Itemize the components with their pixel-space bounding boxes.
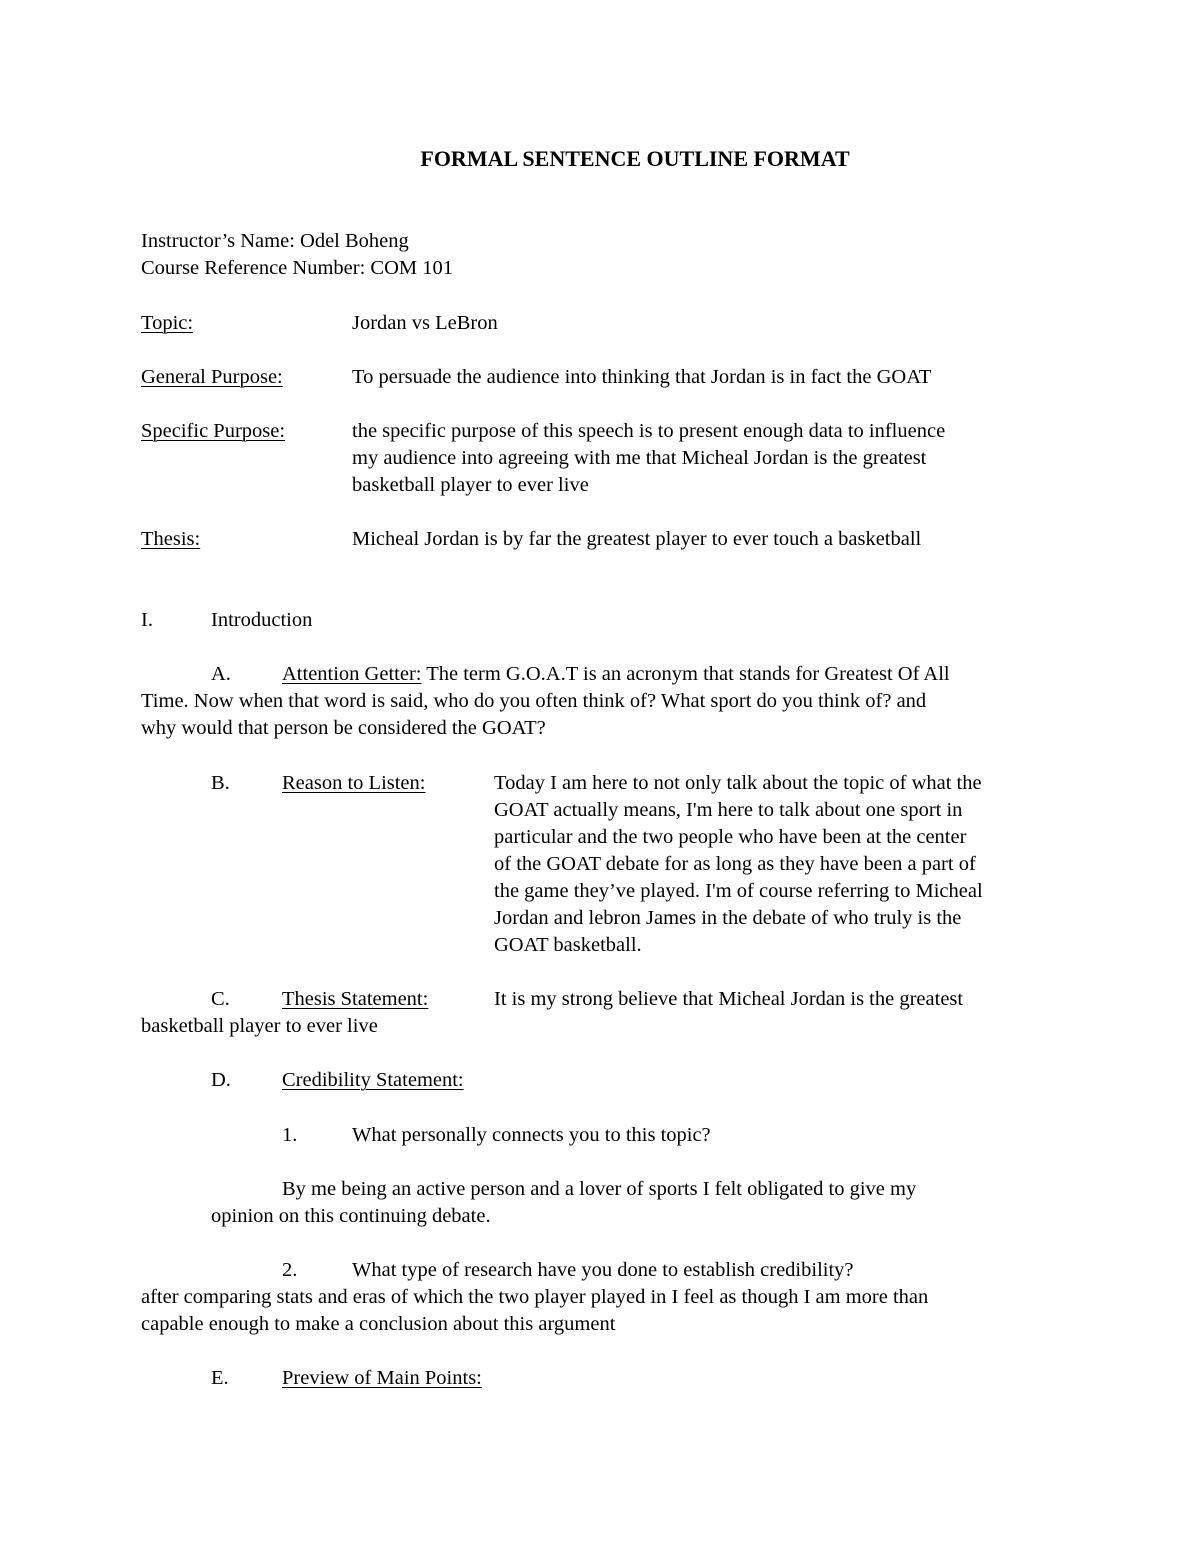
item-c-letter: C.: [211, 988, 230, 1010]
attention-getter-text: The term G.O.A.T is an acronym that stands for Greatest Of All: [421, 663, 950, 685]
specific-purpose-line: the specific purpose of this speech is to present enough data to influence: [352, 420, 946, 442]
general-purpose-value: To persuade the audience into thinking that Jordan is in fact the GOAT: [352, 366, 932, 388]
general-purpose-label: General Purpose:: [141, 366, 283, 388]
credibility-statement-label: Credibility Statement:: [282, 1069, 464, 1091]
thesis-value: Micheal Jordan is by far the greatest player to ever touch a basketball: [352, 528, 922, 550]
item-e-letter: E.: [211, 1367, 229, 1389]
course-reference: Course Reference Number: COM 101: [141, 257, 453, 279]
attention-getter-label: Attention Getter:: [282, 663, 422, 685]
preview-main-points-label: Preview of Main Points:: [282, 1367, 482, 1389]
section-title: Introduction: [211, 609, 313, 631]
specific-purpose-line: basketball player to ever live: [352, 474, 589, 496]
specific-purpose-label: Specific Purpose:: [141, 420, 286, 442]
reason-to-listen-line: Jordan and lebron James in the debate of who truly is the: [494, 907, 962, 929]
question-2-text: What type of research have you done to establish credibility?: [352, 1259, 854, 1281]
reason-to-listen-line: GOAT actually means, I'm here to talk about one sport in: [494, 799, 963, 821]
question-1-answer-line: By me being an active person and a lover of sports I felt obligated to give my: [282, 1178, 917, 1200]
question-1-answer-line: opinion on this continuing debate.: [211, 1205, 491, 1227]
question-2-answer-line: after comparing stats and eras of which the two player played in I feel as though I am more than: [141, 1286, 929, 1308]
attention-getter-line: Time. Now when that word is said, who do you often think of? What sport do you think of? and: [141, 690, 927, 712]
reason-to-listen-label: Reason to Listen:: [282, 772, 426, 794]
question-2-answer-line: capable enough to make a conclusion about this argument: [141, 1313, 616, 1335]
topic-label: Topic:: [141, 312, 194, 334]
reason-to-listen-line: particular and the two people who have been at the center: [494, 826, 967, 848]
reason-to-listen-line: the game they’ve played. I'm of course referring to Micheal: [494, 880, 983, 902]
item-b-letter: B.: [211, 772, 230, 794]
question-1-text: What personally connects you to this topic?: [352, 1124, 711, 1146]
item-a-first-line: [282, 661, 950, 688]
reason-to-listen-line: GOAT basketball.: [494, 934, 642, 956]
item-a-letter: A.: [211, 663, 231, 685]
page-title: FORMAL SENTENCE OUTLINE FORMAT: [420, 146, 850, 171]
attention-getter-line: why would that person be considered the GOAT?: [141, 717, 546, 739]
section-numeral: I.: [141, 609, 153, 631]
instructor-name: Instructor’s Name: Odel Boheng: [141, 230, 409, 252]
item-d-letter: D.: [211, 1069, 231, 1091]
reason-to-listen-line: Today I am here to not only talk about the topic of what the: [494, 772, 982, 794]
reason-to-listen-line: of the GOAT debate for as long as they have been a part of: [494, 853, 976, 875]
specific-purpose-line: my audience into agreeing with me that Micheal Jordan is the greatest: [352, 447, 927, 469]
thesis-label: Thesis:: [141, 528, 201, 550]
question-1-number: 1.: [282, 1124, 298, 1146]
thesis-statement-line: It is my strong believe that Micheal Jordan is the greatest: [494, 988, 964, 1010]
thesis-statement-line: basketball player to ever live: [141, 1015, 378, 1037]
question-2-number: 2.: [282, 1259, 298, 1281]
thesis-statement-label: Thesis Statement:: [282, 988, 429, 1010]
topic-value: Jordan vs LeBron: [352, 312, 498, 334]
